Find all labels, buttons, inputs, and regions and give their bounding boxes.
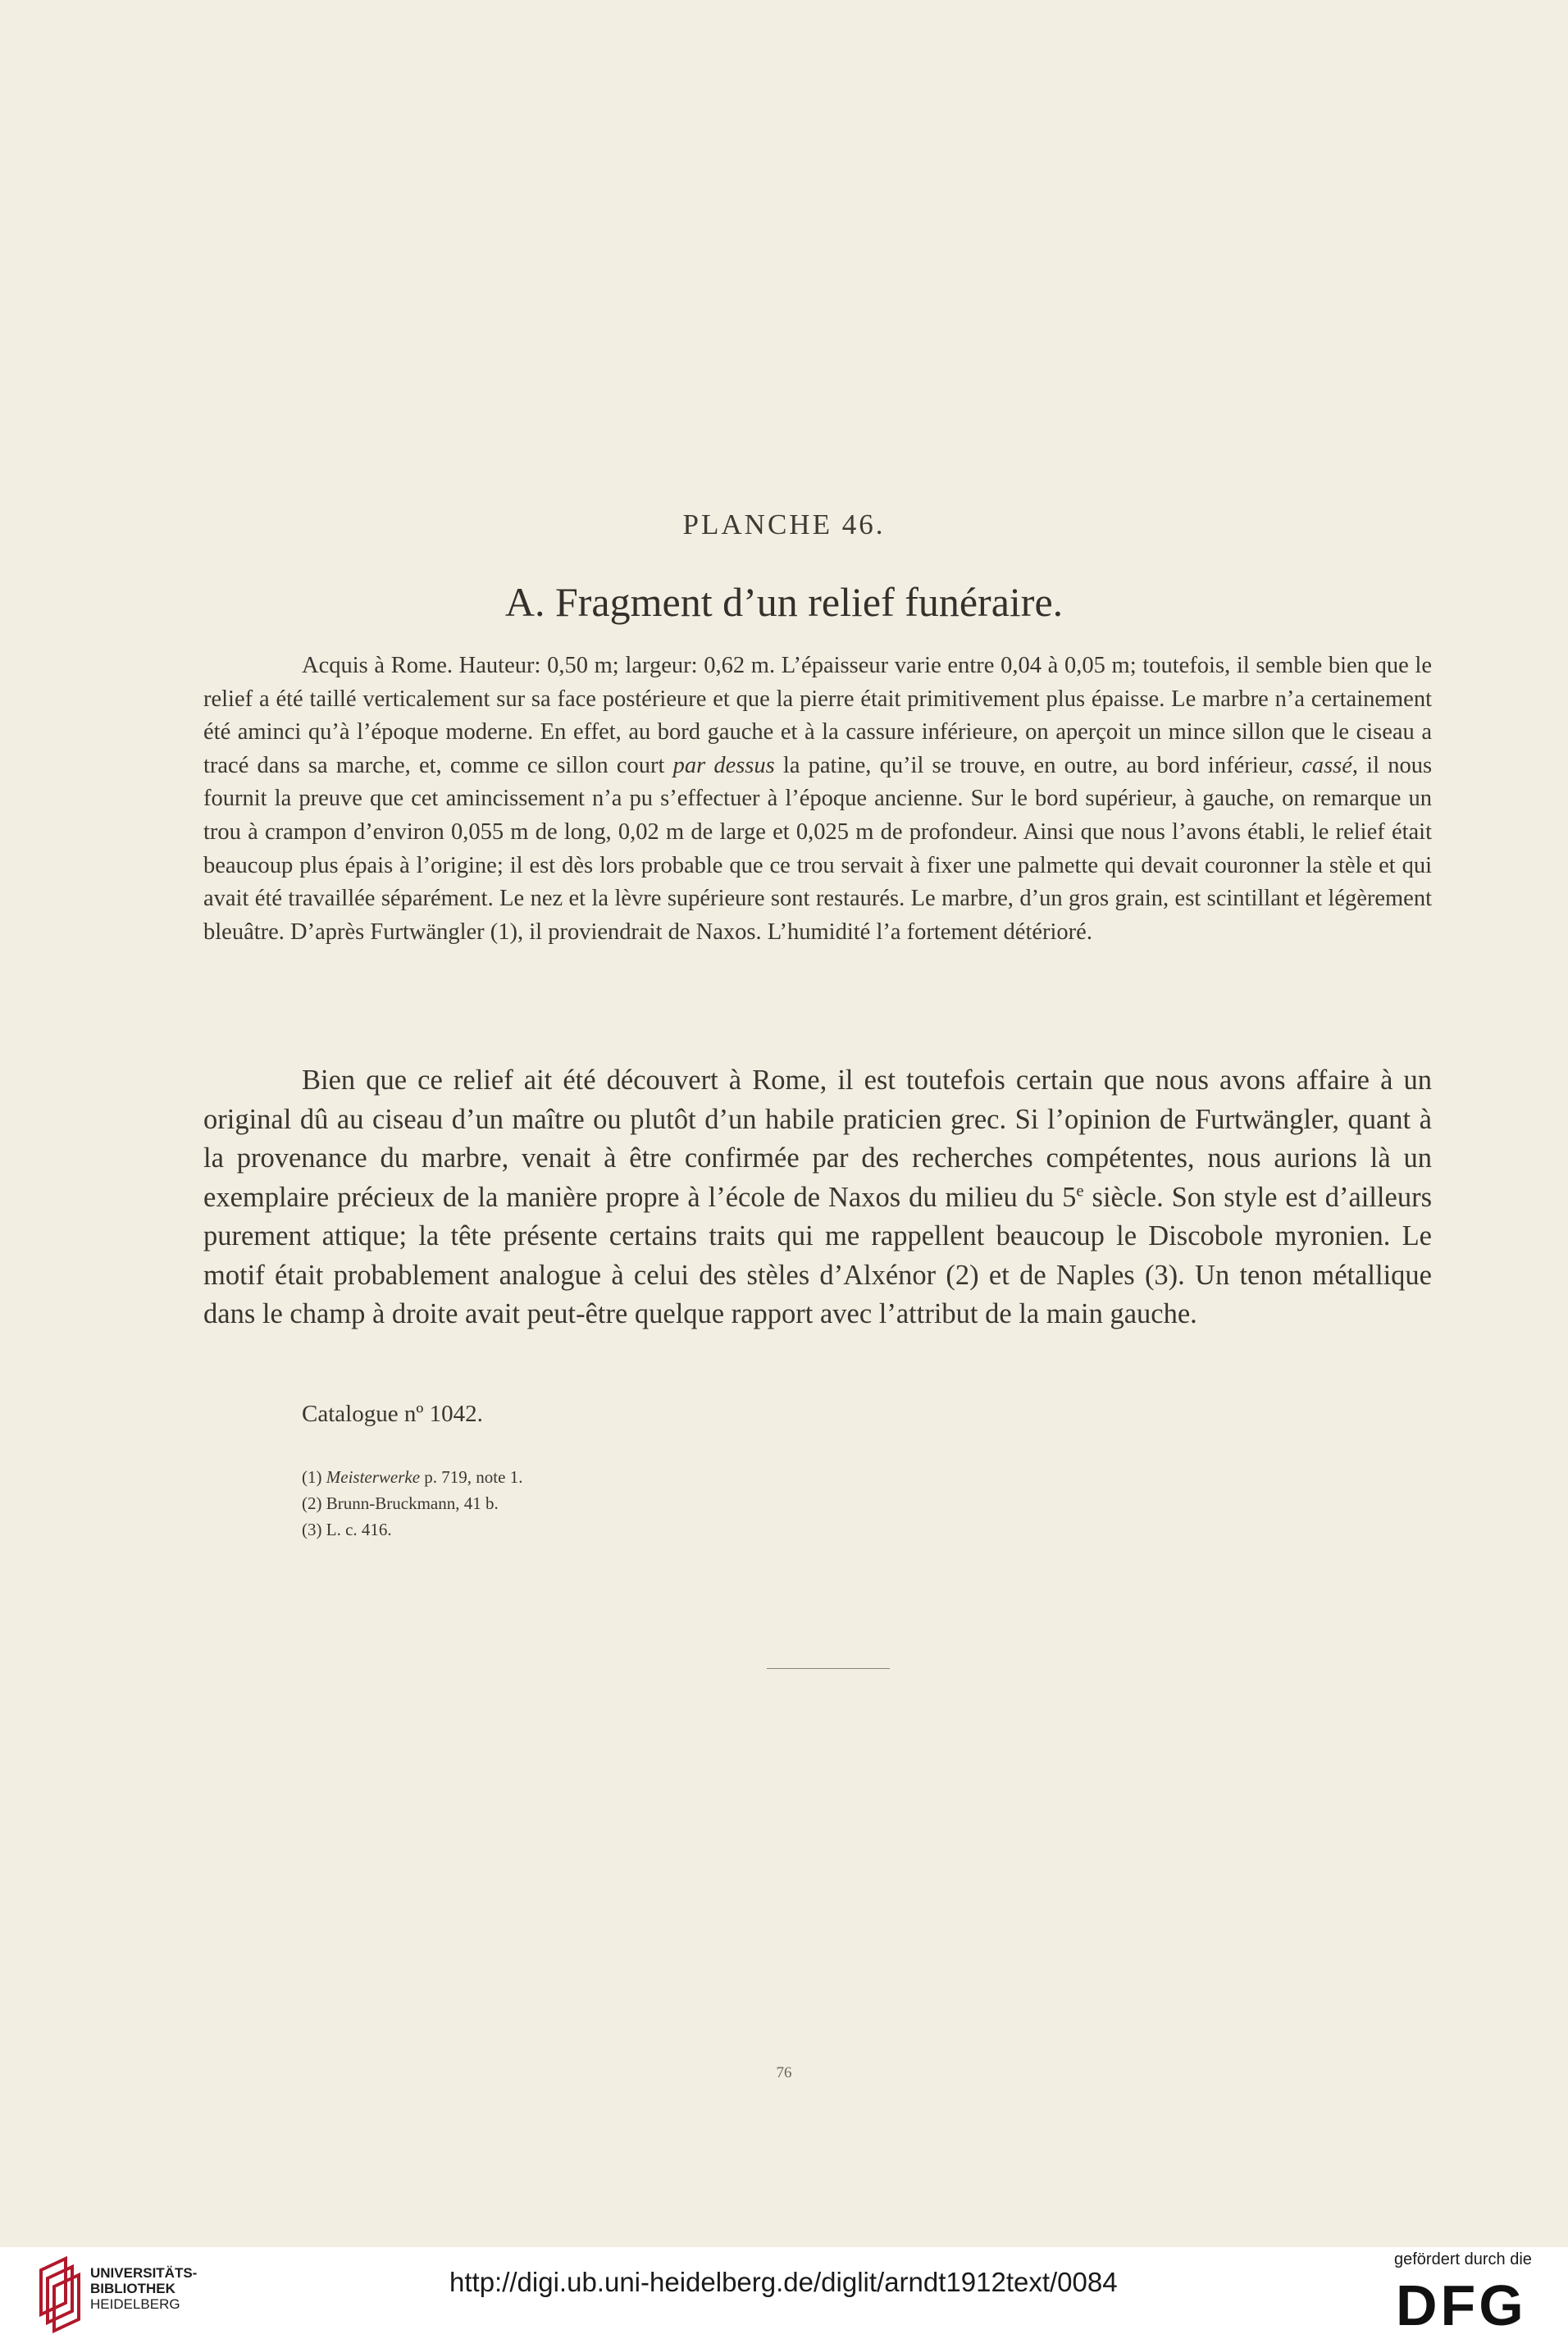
library-name-line1: UNIVERSITÄTS- [90, 2265, 198, 2281]
italic-casse: cassé [1301, 752, 1352, 778]
footnote-italic-title: Meisterwerke [326, 1467, 421, 1487]
university-library-logo-icon [33, 2254, 84, 2339]
library-name-line2: BIBLIOTHEK [90, 2281, 175, 2296]
footnote-text: L. c. 416. [326, 1520, 392, 1539]
footnote-3 [302, 1516, 522, 1543]
italic-par-dessus: par dessus [672, 752, 775, 778]
plate-label: PLANCHE 46. [682, 508, 886, 540]
footnote-1 [302, 1464, 522, 1490]
library-name-line3: HEIDELBERG [90, 2296, 180, 2312]
permalink-url[interactable]: http://digi.ub.uni-heidelberg.de/diglit/arndt1912text/0084 [449, 2267, 1118, 2297]
footnote-text: Brunn-Bruckmann, 41 b. [326, 1493, 499, 1513]
dfg-logo-icon: DFG [1396, 2273, 1527, 2337]
footnote-2 [302, 1490, 522, 1516]
footnote-text: p. 719, note 1. [420, 1467, 523, 1487]
footnote-number: (3) [302, 1520, 322, 1539]
footnote-number: (2) [302, 1493, 322, 1513]
funding-caption: gefördert durch die [1394, 2250, 1532, 2268]
commentary-paragraph [203, 1061, 1432, 1334]
description-text [203, 650, 1432, 949]
description-paragraph [203, 650, 1432, 949]
section-divider [767, 1668, 890, 1669]
commentary-text-part2: siècle. Son style est d’ailleurs purement attique; la tête présente certains traits qui me rappellent beaucoup le Discobole myronien. Le motif était probablement analogue à celui des stèles d’Alxénor (2) et de Naples (3). Un tenon métallique dans le champ à droite avait peut-être quelque rapport avec l’attribut de la main gauche. [203, 1181, 1432, 1329]
century-superscript: e [1076, 1182, 1084, 1200]
catalogue-number: Catalogue nº 1042. [302, 1401, 483, 1427]
description-text-part2: la patine, qu’il se trouve, en outre, au bord inférieur, [782, 752, 1294, 778]
page-title: A. Fragment d’un relief funéraire. [504, 579, 1064, 625]
library-name [90, 2265, 197, 2312]
commentary-text-part1: Bien que ce relief ait été découvert à Rome, il est toutefois certain que nous avons affaire à un original dû au ciseau d’un maître ou plutôt d’un habile praticien grec. Si l’opinion de Furtwängler, quant à la provenance du marbre, venait à être confirmée par des recherches compétentes, nous aurions là un exemplaire précieux de la manière propre à l’école de Naxos du milieu du 5 [203, 1065, 1432, 1213]
description-text-part1: Acquis à Rome. Hauteur: 0,50 m; largeur: 0,62 m. L’épaisseur varie entre 0,04 à 0,05 m; toutefois, il semble bien que le relief a été taillé verticalement sur sa face postérieure et que la pierre était primitivement plus épaisse. Le marbre n’a certainement été aminci qu’à l’époque moderne. En effet, au bord gauche et à la cassure inférieure, on aperçoit un mince sillon que le ciseau a tracé dans sa marche, et, comme ce sillon court [203, 653, 1432, 778]
footnote-number: (1) [302, 1467, 322, 1487]
footnotes [302, 1464, 522, 1543]
description-text-part3: , il nous fournit la preuve que cet amincissement n’a pu s’effectuer à l’époque ancienne. Sur le bord supérieur, à gauche, on remarque un trou à crampon d’environ 0,055 m de long, 0,02 m de large et 0,025 m de profondeur. Ainsi que nous l’avons établi, le relief était beaucoup plus épais à l’origine; il est dès lors probable que ce trou servait à fixer une palmette qui devait couronner la stèle et qui avait été travaillée séparément. Le nez et la lèvre supérieure sont restaurés. Le marbre, d’un gros grain, est scintillant et légèrement bleuâtre. D’après Furtwängler (1), il proviendrait de Naxos. L’humidité l’a fortement détérioré. [203, 752, 1433, 945]
page-number: 76 [776, 2064, 792, 2081]
